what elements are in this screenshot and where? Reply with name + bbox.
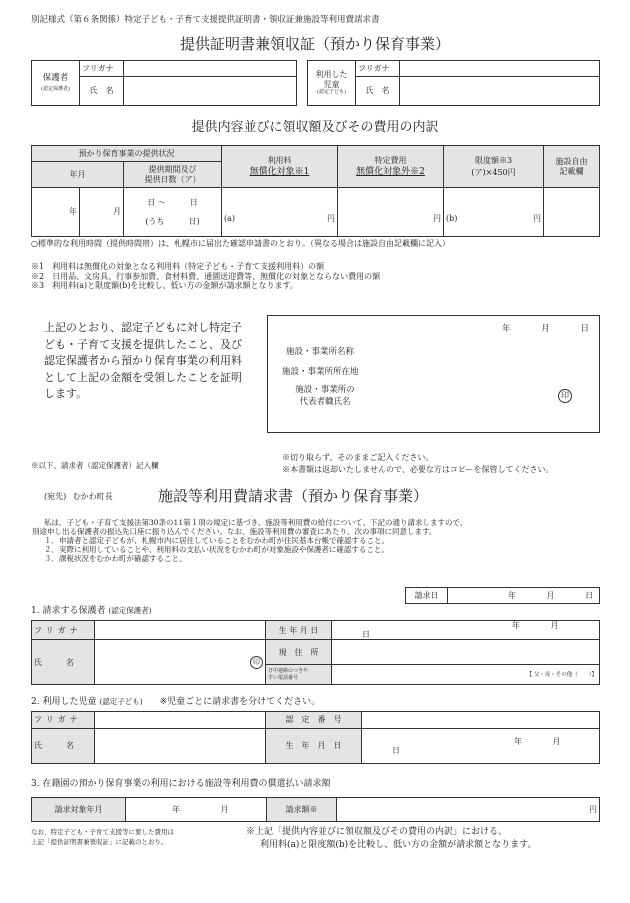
s3-target-month-field[interactable]: [126, 798, 267, 822]
detail-day-range: 日 〜 日: [147, 197, 198, 207]
cert-rep-label: [284, 384, 366, 408]
detail-fee-cell[interactable]: [222, 188, 338, 237]
cert-rep-label-2: 代表者職氏名: [299, 397, 351, 407]
note-2: [31, 272, 601, 282]
child-furigana-label: フリガナ: [356, 61, 400, 77]
request-addressee-label: (宛先): [44, 492, 67, 501]
request-intro-1: 私は、子ども・子育て支援法第30条の11第１項の規定に基づき、施設等利用費の給付について、下記の通り請求しますので、: [44, 518, 468, 527]
note-1-text: 利用料は無償化の対象となる利用料（特定子ども・子育て支援利用料）の額: [52, 262, 325, 271]
guardian-furigana-field[interactable]: [124, 61, 297, 77]
limit-header-label: 限度額※3: [474, 156, 513, 166]
detail-specific-yen: 円: [433, 214, 442, 224]
free-entry-label-2: 記載欄: [559, 166, 584, 176]
s2-birth-year: 年: [514, 736, 522, 746]
main-title: 提供証明書兼領収証（預かり保育事業）: [179, 35, 450, 53]
note-1: [31, 262, 601, 272]
detail-fee-yen: 円: [327, 214, 336, 224]
request-note-right-1: ※切り取らず、そのままご記入ください。: [282, 453, 434, 462]
request-intro-2: 別途申し出る保護者の振込先口座に振り込んでください。なお、施設等利用費の審査にあたり、次の事項に同意します。: [32, 527, 437, 536]
footer-left-1: なお、特定子ども・子育て支援等に要した費用は: [31, 828, 174, 836]
s1-address-label: 現 住 所: [266, 640, 332, 665]
service-status-header: 預かり保育事業の提供状況: [32, 146, 222, 162]
free-entry-label-1: 施設自由: [555, 157, 588, 167]
s1-name-label: 氏 名: [32, 640, 95, 685]
guardian-name-label: 氏 名: [80, 77, 124, 106]
detail-month-cell[interactable]: 月: [80, 188, 124, 237]
request-date-box: [405, 587, 600, 604]
detail-free-cell[interactable]: [544, 188, 600, 237]
note-2-mark: ※2: [31, 271, 45, 281]
request-title: 施設等利用費請求書（預かり保育事業）: [158, 487, 429, 505]
detail-fee-a: (a): [224, 214, 236, 224]
request-date-year: 年: [508, 590, 516, 600]
child-name-label: 氏 名: [356, 77, 400, 106]
s3-year: 年: [172, 804, 180, 814]
s1-name-field[interactable]: [95, 640, 266, 685]
s3-month: 月: [220, 804, 229, 814]
s2-cert-no-field[interactable]: [362, 712, 600, 729]
s3-target-month-label: 請求対象年月: [32, 798, 126, 822]
request-intro: [32, 518, 604, 563]
s2-birth-label: 生 年 月 日: [266, 729, 362, 764]
note-2-text: 日用品、文房具、行事参加費、食材料費、通園送迎費等、無償化の対象とならない費用の額: [52, 271, 381, 281]
section2-note: ※児童ごとに請求書を分けてください。: [159, 697, 321, 707]
certification-box: [267, 315, 600, 433]
cert-date-month: 月: [541, 324, 550, 334]
s3-amount-field[interactable]: [337, 798, 600, 822]
request-date-label: 請求日: [406, 588, 448, 604]
s1-address-field[interactable]: [332, 640, 600, 665]
s1-furigana-label: フリガナ: [32, 621, 95, 640]
request-note-right: [282, 452, 554, 476]
guardian-label-sub: (認定保護者): [41, 85, 70, 92]
detail-specific-cell[interactable]: [338, 188, 444, 237]
detail-limit-b: (b): [446, 214, 458, 224]
section2-title: [31, 697, 320, 708]
section3-title: 3. 在籍園の預かり保育事業の利用における施設等利用費の償還払い請求額: [31, 779, 331, 789]
s2-birth-day: 日: [392, 746, 400, 755]
s1-relation: 【 父・母・その他（ ）】: [526, 671, 597, 678]
request-note-left: ※以下、請求者（認定保護者）記入欄: [31, 461, 159, 470]
period-header-2: 提供日数（ア）: [144, 174, 201, 184]
s1-contact-label: [266, 665, 332, 685]
consent-1: １．申請者と認定子どもが、札幌市内に居住していることをむかわ町が住民基本台帳で確認すること。: [44, 536, 389, 545]
s2-birth-field[interactable]: [362, 729, 600, 764]
cert-rep-label-1: 施設・事業所の: [295, 385, 355, 395]
request-note-right-2: ※本書類は返却いたしませんので、必要な方はコピーを保管してください。: [282, 465, 554, 474]
s1-contact-label-2: すい電話番号: [268, 674, 299, 681]
section2-title-text: 2. 利用した児童: [31, 697, 97, 707]
detail-period-cell[interactable]: [124, 188, 222, 237]
detail-year-cell[interactable]: 年: [32, 188, 80, 237]
period-header: [124, 162, 222, 188]
section1-title: [31, 606, 152, 617]
details-title: 提供内容並びに領収額及びその費用の内訳: [191, 120, 439, 135]
cert-facility-name-label: 施設・事業所名称: [286, 347, 355, 357]
s1-contact-label-1: 日中連絡のつきや: [268, 667, 309, 674]
limit-header-sub: (ア)×450円: [471, 167, 516, 177]
section1-title-text: 1. 請求する保護者: [31, 606, 106, 616]
fee-header-label: 利用料: [267, 155, 292, 165]
footer-right: [246, 826, 536, 852]
note-3-mark: ※3: [31, 281, 45, 291]
request-date-day: 日: [585, 590, 594, 600]
child-name-field[interactable]: [400, 77, 600, 106]
s1-contact-field[interactable]: [332, 665, 600, 685]
s3-amount-label: 請求額※: [267, 798, 337, 822]
cert-facility-address-label: 施設・事業所所在地: [282, 367, 359, 377]
child-label-main-1: 利用した: [315, 70, 348, 80]
footer-left-2: 上記「提供証明書兼領収証」に記載のとおり。: [31, 838, 168, 846]
request-date-field[interactable]: [448, 588, 600, 604]
child-label: [308, 61, 356, 106]
specific-cost-label: 特定費用: [374, 155, 407, 165]
free-entry-header: [544, 146, 600, 188]
cert-seal-mark: 印: [558, 389, 572, 403]
child-furigana-field[interactable]: [400, 61, 600, 77]
detail-limit-yen: 円: [533, 214, 542, 224]
year-month-header: 年月: [32, 162, 124, 188]
guardian-box: [31, 60, 297, 106]
guardian-name-field[interactable]: [124, 77, 297, 106]
s1-birth-month: 月: [550, 621, 559, 630]
guardian-label: [32, 61, 80, 106]
s2-furigana-label: フリガナ: [32, 712, 95, 729]
request-date-month: 月: [546, 590, 555, 600]
child-box: [307, 60, 600, 106]
consent-2: ２．実際に利用していることや、利用料の支払い状況をむかわ町が対象施設や保護者に確認すること。: [44, 545, 389, 554]
specific-cost-header: [338, 146, 444, 188]
s1-birth-day: 日: [362, 630, 370, 640]
s1-birth-year: 年: [512, 621, 520, 630]
request-mayor: むかわ町長: [72, 492, 113, 501]
s2-name-label: 氏 名: [32, 729, 95, 764]
s2-furigana-field[interactable]: [95, 712, 266, 729]
s1-furigana-field[interactable]: [95, 621, 266, 640]
cert-date-day: 日: [580, 324, 589, 334]
s1-birth-label: 生 年 月 日: [266, 621, 332, 640]
cert-date[interactable]: [502, 324, 589, 334]
child-label-main-2: 児童: [323, 79, 340, 89]
footer-right-2: 利用料(a)と限度額(b)を比較し、低い方の金額が請求額となります。: [260, 840, 537, 850]
form-note: 別記様式（第６条関係）特定子ども・子育て支援提供証明書・領収証兼施設等利用費請求書: [31, 15, 380, 25]
footer-left: [31, 827, 174, 847]
s3-yen: 円: [589, 804, 597, 814]
section1-table: [31, 620, 600, 685]
section2-title-sub: (認定子ども): [99, 697, 143, 706]
note-3-text: 利用料(a)と限度額(b)を比較し、低い方の金額が請求額となります。: [52, 281, 298, 291]
note-1-mark: ※1: [31, 262, 45, 271]
section2-table: [31, 711, 600, 764]
s2-birth-month: 月: [552, 736, 561, 746]
s2-cert-no-label: 認 定 番 号: [266, 712, 362, 729]
certification-text: 上記のとおり、認定子どもに対し特定子ども・子育て支援を提供したこと、及び認定保護者から預かり保育事業の利用料として上記の金額を受領したことを証明します。: [44, 321, 242, 400]
section3-table: [31, 797, 600, 822]
fee-header: [222, 146, 338, 188]
usage-note: ○標準的な利用時間（提供時間帯）は、札幌市に届出た確認申請書のとおり。（異なる場合は施設自由記載欄に記入）: [31, 239, 450, 248]
detail-limit-cell[interactable]: [444, 188, 544, 237]
footer-right-1: ※上記「提供内容並びに領収額及びその費用の内訳」における、: [246, 827, 508, 837]
request-addressee: [44, 492, 113, 502]
guardian-furigana-label: フリガナ: [80, 61, 124, 77]
section1-title-sub: (認定保護者): [108, 606, 152, 615]
consent-3: ３．課税状況をむかわ町が確認すること。: [44, 554, 187, 563]
cert-date-year: 年: [502, 324, 511, 334]
note-3: [31, 281, 601, 291]
s2-name-field[interactable]: [95, 729, 266, 764]
limit-header: [444, 146, 544, 188]
detail-days-count: (うち 日): [145, 217, 200, 226]
notes-list: [31, 262, 601, 291]
fee-header-sub: 無償化対象※1: [249, 166, 310, 177]
s1-birth-field[interactable]: [332, 621, 600, 640]
details-table: [31, 145, 600, 237]
child-label-sub: (認定子ども): [317, 88, 346, 95]
s1-seal-mark: 印: [250, 656, 263, 669]
guardian-label-main: 保護者: [42, 72, 69, 83]
specific-cost-sub: 無償化対象外※2: [356, 166, 425, 177]
period-header-1: 提供期間及び: [148, 165, 197, 175]
